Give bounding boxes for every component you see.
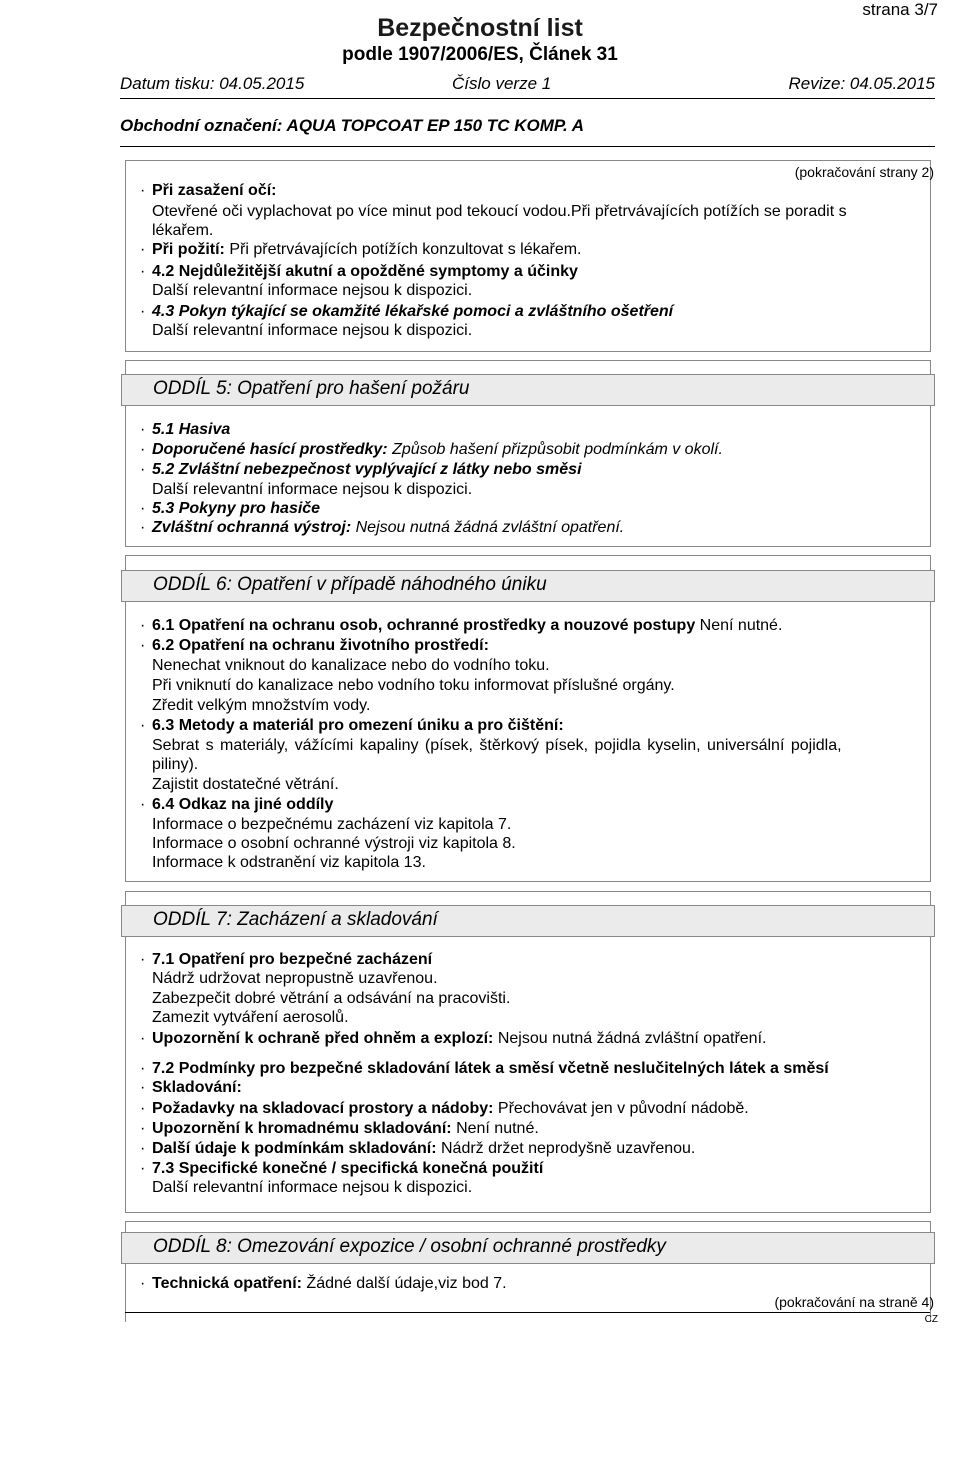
- section-6-4-line-2: Informace o osobní ochranné výstroji viz kapitola 8.: [152, 835, 516, 852]
- section-7-1-line-1: Nádrž udržovat nepropustně uzavřenou.: [152, 970, 438, 987]
- section-7-1-line-3: Zamezit vytváření aerosolů.: [152, 1009, 349, 1026]
- section-5-1-title: · 5.1 Hasiva: [140, 421, 231, 438]
- section-7-2-title: · 7.2 Podmínky pro bezpečné skladování látek a směsí včetně neslučitelných látek a směsí: [140, 1060, 829, 1077]
- section-6-2-title: · 6.2 Opatření na ochranu životního prostředí:: [140, 637, 489, 654]
- section-6-4-line-3: Informace k odstranění viz kapitola 13.: [152, 854, 426, 871]
- eye-contact-text: Otevřené oči vyplachovat po více minut pod tekoucí vodou.Při přetrvávajících potížích se poradit s: [152, 203, 847, 220]
- section-8-header: ODDÍL 8: Omezování expozice / osobní ochranné prostředky: [121, 1232, 935, 1264]
- ingestion-line: · Při požití: Při přetrvávajících potížích konzultovat s lékařem.: [140, 241, 582, 258]
- section-7-1-line-2: Zabezpečit dobré větrání a odsávání na pracovišti.: [152, 990, 511, 1007]
- section-5-header: ODDÍL 5: Opatření pro hašení požáru: [121, 374, 935, 406]
- section-6-2-line-2: Při vniknutí do kanalizace nebo vodního toku informovat příslušné orgány.: [152, 677, 675, 694]
- section-6-4-line-1: Informace o bezpečnému zacházení viz kapitola 7.: [152, 816, 512, 833]
- version-number: Číslo verze 1: [452, 74, 552, 93]
- print-date: Datum tisku: 04.05.2015: [120, 74, 305, 93]
- section-4-2-text: Další relevantní informace nejsou k dispozici.: [152, 282, 473, 299]
- section-7-header: ODDÍL 7: Zacházení a skladování: [121, 905, 935, 937]
- protective-equipment-line: · Zvláštní ochranná výstroj: Nejsou nutná žádná zvláštní opatření.: [140, 519, 625, 536]
- section-7-3-text: Další relevantní informace nejsou k dispozici.: [152, 1179, 473, 1196]
- section-5-2-title: · 5.2 Zvláštní nebezpečnost vyplývající z látky nebo směsi: [140, 461, 582, 478]
- section-6-3-line-2: piliny).: [152, 756, 199, 773]
- revision-date: Revize: 04.05.2015: [788, 74, 935, 93]
- trade-name: Obchodní označení: AQUA TOPCOAT EP 150 TC KOMP. A: [120, 116, 585, 135]
- further-storage-line: · Další údaje k podmínkám skladování: Nádrž držet neprodyšně uzavřenou.: [140, 1140, 696, 1157]
- section-6-2-line-1: Nenechat vniknout do kanalizace nebo do vodního toku.: [152, 657, 550, 674]
- storage-requirements-line: · Požadavky na skladovací prostory a nádoby: Přechovávat jen v původní nádobě.: [140, 1100, 749, 1117]
- extinguishing-agents-line: · Doporučené hasící prostředky: Způsob hašení přizpůsobit podmínkám v okolí.: [140, 441, 723, 458]
- technical-measures-line: · Technická opatření: Žádné další údaje,viz bod 7.: [140, 1275, 507, 1292]
- section-4-3-text: Další relevantní informace nejsou k dispozici.: [152, 322, 473, 339]
- section-4-3-title: · 4.3 Pokyn týkající se okamžité lékařské pomoci a zvláštního ošetření: [140, 303, 674, 320]
- section-6-3-line-1: Sebrat s materiály, vážícími kapaliny (písek, štěrkový písek, pojidla kyselin, universální pojidla,: [152, 737, 842, 754]
- header-divider: [120, 98, 935, 99]
- document-subtitle: podle 1907/2006/ES, Článek 31: [342, 44, 618, 65]
- joint-storage-line: · Upozornění k hromadnému skladování: Není nutné.: [140, 1120, 539, 1137]
- section-6-4-title: · 6.4 Odkaz na jiné oddíly: [140, 796, 334, 813]
- language-code: CZ: [924, 1314, 938, 1325]
- document-title: Bezpečnostní list: [377, 14, 583, 42]
- storage-title: · Skladování:: [140, 1079, 242, 1096]
- section-6-3-title: · 6.3 Metody a materiál pro omezení úniku a pro čištění:: [140, 717, 564, 734]
- eye-contact-text-2: lékařem.: [152, 222, 214, 239]
- fire-protection-line: · Upozornění k ochraně před ohněm a explozí: Nejsou nutná žádná zvláštní opatření.: [140, 1030, 767, 1047]
- eye-contact-line: · Při zasažení očí:: [140, 182, 277, 199]
- footer-divider: [125, 1312, 930, 1313]
- section-5-3-title: · 5.3 Pokyny pro hasiče: [140, 500, 321, 517]
- continuation-note-bottom: (pokračování na straně 4): [774, 1294, 934, 1310]
- section-7-1-title: · 7.1 Opatření pro bezpečné zacházení: [140, 951, 433, 968]
- header-divider-2: [120, 146, 935, 147]
- section-6-header: ODDÍL 6: Opatření v případě náhodného úniku: [121, 570, 935, 602]
- section-5-2-text: Další relevantní informace nejsou k dispozici.: [152, 481, 473, 498]
- section-6-1-line: · 6.1 Opatření na ochranu osob, ochranné prostředky a nouzové postupy Není nutné.: [140, 617, 783, 634]
- section-6-2-line-3: Zředit velkým množstvím vody.: [152, 697, 371, 714]
- section-4-2-title: · 4.2 Nejdůležitější akutní a opožděné symptomy a účinky: [140, 263, 578, 280]
- page-number: strana 3/7: [862, 0, 938, 19]
- section-7-3-title: · 7.3 Specifické konečné / specifická konečná použití: [140, 1160, 544, 1177]
- section-6-3-line-3: Zajistit dostatečné větrání.: [152, 776, 339, 793]
- continuation-note-top: (pokračování strany 2): [794, 164, 934, 180]
